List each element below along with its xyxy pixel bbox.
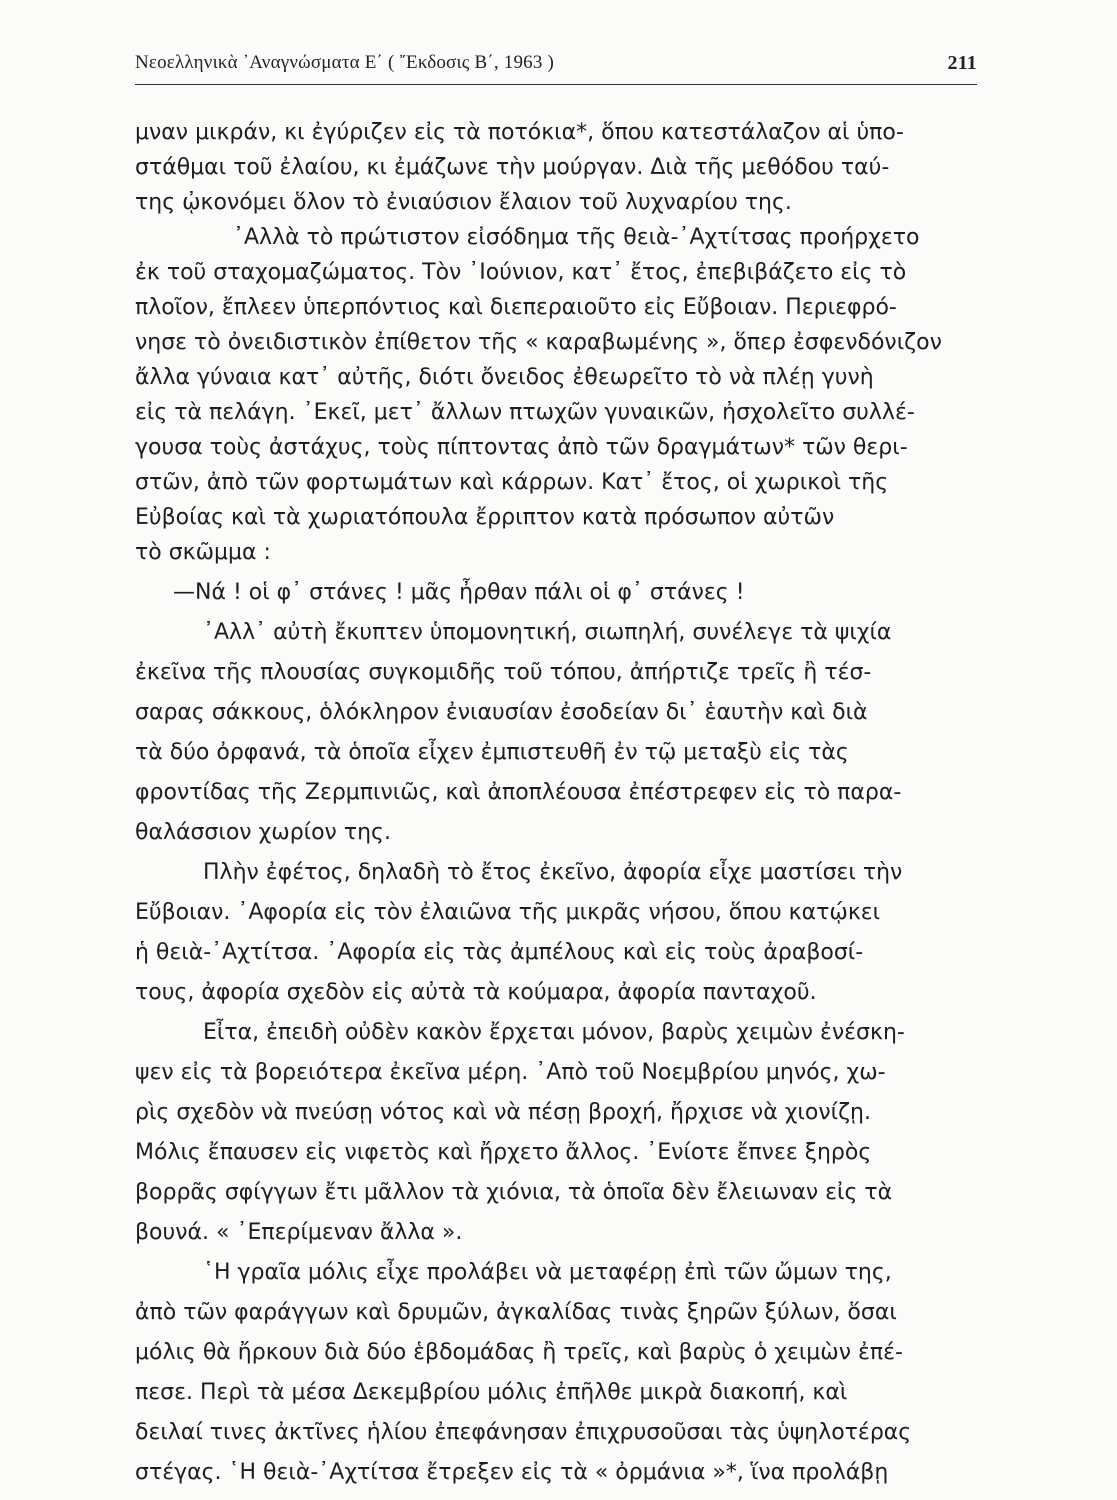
running-header xyxy=(135,52,977,82)
text-line: εἰς τὰ πελάγη. ᾿Εκεῖ, μετ᾿ ἄλλων πτωχῶν γυναικῶν, ἠσχολεῖτο συλλέ- xyxy=(135,400,915,425)
header-rule xyxy=(135,84,977,85)
text-line: Εἶτα, ἐπειδὴ οὐδὲν κακὸν ἔρχεται μόνον, βαρὺς χειμὼν ἐνέσκη- xyxy=(203,1020,905,1045)
text-line: Εὐβοίας καὶ τὰ χωριατόπουλα ἔρριπτον κατὰ πρόσωπον αὐτῶν xyxy=(135,505,835,530)
text-line: στῶν, ἀπὸ τῶν φορτωμάτων καὶ κάρρων. Κατ᾿ ἔτος, οἱ χωρικοὶ τῆς xyxy=(135,470,889,495)
text-line: μόλις θὰ ἤρκουν διὰ δύο ἑβδομάδας ἢ τρεῖς, καὶ βαρὺς ὁ χειμὼν ἐπέ- xyxy=(135,1340,903,1365)
text-line: της ᾠκονόμει ὅλον τὸ ἐνιαύσιον ἔλαιον τοῦ λυχναρίου της. xyxy=(135,190,792,215)
text-line: Εὔβοιαν. ᾿Αφορία εἰς τὸν ἐλαιῶνα τῆς μικρᾶς νήσου, ὅπου κατῴκει xyxy=(135,900,881,925)
text-line: βορρᾶς σφίγγων ἔτι μᾶλλον τὰ χιόνια, τὰ ὁποῖα δὲν ἔλειωναν εἰς τὰ xyxy=(135,1180,893,1205)
text-line: ἡ θειὰ-᾿Αχτίτσα. ᾿Αφορία εἰς τὰς ἀμπέλους καὶ εἰς τοὺς ἀραβοσί- xyxy=(135,940,864,965)
text-line: ἐκεῖνα τῆς πλουσίας συγκομιδῆς τοῦ τόπου, ἀπήρτιζε τρεῖς ἢ τέσ- xyxy=(135,660,872,685)
text-line: τὰ δύο ὀρφανά, τὰ ὁποῖα εἶχεν ἐμπιστευθῆ ἐν τῷ μεταξὺ εἰς τὰς xyxy=(135,740,849,765)
text-line: στέγας. ῾Η θειὰ-᾿Αχτίτσα ἔτρεξεν εἰς τὰ « ὀρμάνια »*, ἵνα προλάβῃ xyxy=(135,1460,889,1485)
text-line: νησε τὸ ὀνειδιστικὸν ἐπίθετον τῆς « καραβωμένης », ὅπερ ἐσφενδόνιζον xyxy=(135,330,942,355)
text-line: σαρας σάκκους, ὁλόκληρον ἐνιαυσίαν ἐσοδείαν δι᾿ ἑαυτὴν καὶ διὰ xyxy=(135,700,868,725)
text-line: γουσα τοὺς ἀστάχυς, τοὺς πίπτοντας ἀπὸ τῶν δραγμάτων* τῶν θερι- xyxy=(135,435,908,460)
page-number: 211 xyxy=(947,52,977,74)
text-line: πεσε. Περὶ τὰ μέσα Δεκεμβρίου μόλις ἐπῆλθε μικρὰ διακοπή, καὶ xyxy=(135,1380,848,1405)
text-line: —Νά ! οἱ φ᾿ στάνες ! μᾶς ἦρθαν πάλι οἱ φ᾿ στάνες ! xyxy=(173,580,745,605)
text-line: τους, ἀφορία σχεδὸν εἰς αὐτὰ τὰ κούμαρα, ἀφορία πανταχοῦ. xyxy=(135,980,817,1005)
text-line: ᾿Αλλ᾿ αὐτὴ ἔκυπτεν ὑπομονητική, σιωπηλή, συνέλεγε τὰ ψιχία xyxy=(203,620,892,645)
text-line: ᾿Αλλὰ τὸ πρώτιστον εἰσόδημα τῆς θειὰ-᾿Αχτίτσας προήρχετο xyxy=(233,225,920,250)
text-line: στάθμαι τοῦ ἐλαίου, κι ἐμάζωνε τὴν μούργαν. Διὰ τῆς μεθόδου ταύ- xyxy=(135,155,890,180)
text-line: ῾Η γραῖα μόλις εἶχε προλάβει νὰ μεταφέρῃ ἐπὶ τῶν ὤμων της, xyxy=(203,1260,892,1285)
text-line: ρὶς σχεδὸν νὰ πνεύσῃ νότος καὶ νὰ πέσῃ βροχή, ἤρχισε νὰ χιονίζῃ. xyxy=(135,1100,871,1125)
text-line: ψεν εἰς τὰ βορειότερα ἐκεῖνα μέρη. ᾿Απὸ τοῦ Νοεμβρίου μηνός, χω- xyxy=(135,1060,886,1085)
text-line: μναν μικράν, κι ἐγύριζεν εἰς τὰ ποτόκια*, ὅπου κατεστάλαζον αἱ ὑπο- xyxy=(135,120,904,145)
text-line: ἀπὸ τῶν φαράγγων καὶ δρυμῶν, ἀγκαλίδας τινὰς ξηρῶν ξύλων, ὅσαι xyxy=(135,1300,897,1325)
running-title: Νεοελληνικὰ ᾿Αναγνώσματα Ε΄ ( ῎Εκδοσις Β΄, 1963 ) xyxy=(135,52,555,73)
text-line: φροντίδας τῆς Ζερμπινιῶς, καὶ ἀποπλέουσα ἐπέστρεφεν εἰς τὸ παρα- xyxy=(135,780,902,805)
text-line: Μόλις ἔπαυσεν εἰς νιφετὸς καὶ ἤρχετο ἄλλος. ᾿Ενίοτε ἔπνεε ξηρὸς xyxy=(135,1140,872,1165)
text-line: Πλὴν ἐφέτος, δηλαδὴ τὸ ἔτος ἐκεῖνο, ἀφορία εἶχε μαστίσει τὴν xyxy=(203,860,903,885)
text-line: θαλάσσιον χωρίον της. xyxy=(135,820,391,845)
text-line: ἐκ τοῦ σταχομαζώματος. Τὸν ᾿Ιούνιον, κατ᾿ ἔτος, ἐπεβιβάζετο εἰς τὸ xyxy=(135,260,907,285)
text-line: δειλαί τινες ἀκτῖνες ἡλίου ἐπεφάνησαν ἐπιχρυσοῦσαι τὰς ὑψηλοτέρας xyxy=(135,1420,912,1445)
text-line: βουνά. « ᾿Επερίμεναν ἄλλα ». xyxy=(135,1220,463,1245)
text-line: ἄλλα γύναια κατ᾿ αὐτῆς, διότι ὄνειδος ἐθεωρεῖτο τὸ νὰ πλέῃ γυνὴ xyxy=(135,365,874,390)
text-line: πλοῖον, ἔπλεεν ὑπερπόντιος καὶ διεπεραιοῦτο εἰς Εὔβοιαν. Περιεφρό- xyxy=(135,295,897,320)
text-line: τὸ σκῶμμα : xyxy=(135,540,271,565)
